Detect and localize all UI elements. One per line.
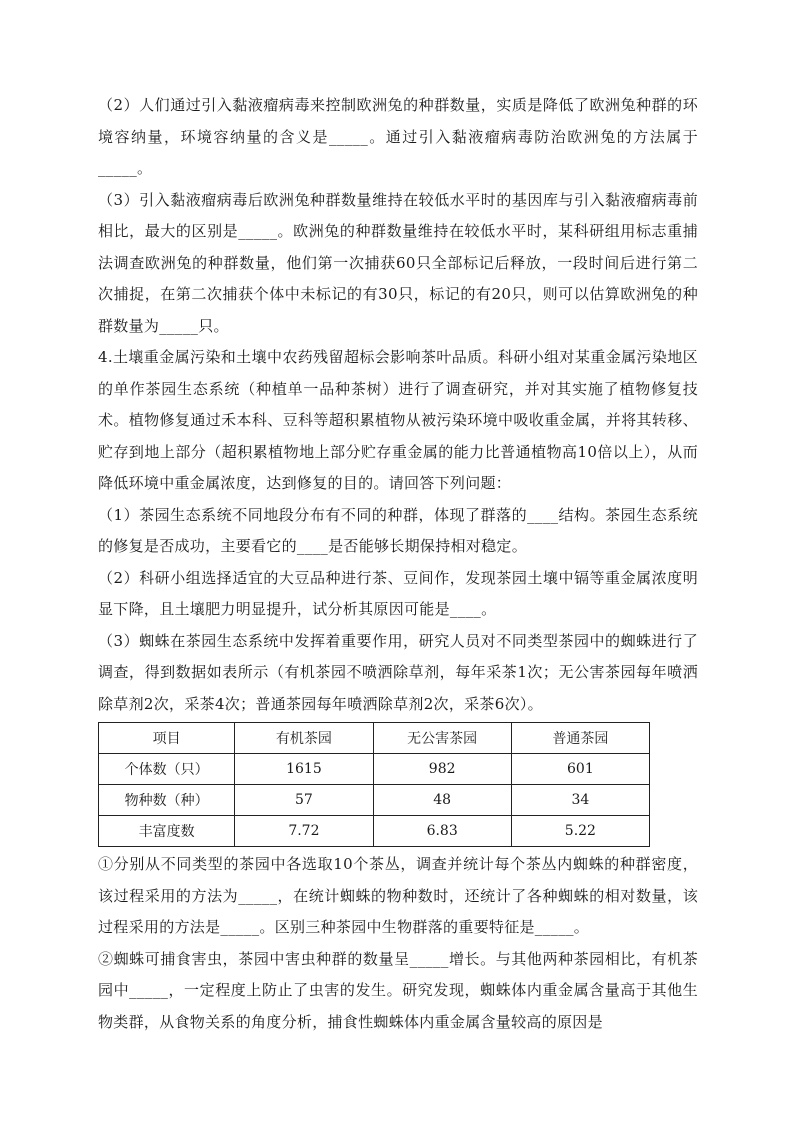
table-cell: 1615 bbox=[235, 754, 373, 785]
table-cell: 5.22 bbox=[511, 816, 649, 847]
table-row bbox=[99, 816, 650, 847]
table-row bbox=[99, 785, 650, 816]
spider-data-table bbox=[98, 722, 650, 847]
document-page bbox=[98, 90, 698, 1038]
paragraph-4-3-part1: ①分别从不同类型的茶园中各选取10个茶丛，调查并统计每个茶丛内蜘蛛的种群密度，该过程采用的方法为_____，在统计蜘蛛的物种数时，还统计了各种蜘蛛的相对数量，该过程采用的方法是_____。区别三种茶园中生物群落的重要特征是_____。 bbox=[98, 855, 698, 936]
table-cell: 物种数（种） bbox=[99, 785, 235, 816]
table-cell: 丰富度数 bbox=[99, 816, 235, 847]
table-header-cell: 有机茶园 bbox=[235, 723, 373, 754]
paragraph-4-2: （2）科研小组选择适宜的大豆品种进行茶、豆间作，发现茶园土壤中镉等重金属浓度明显下降，且土壤肥力明显提升，试分析其原因可能是____。 bbox=[98, 568, 698, 618]
table-cell: 57 bbox=[235, 785, 373, 816]
table-cell: 7.72 bbox=[235, 816, 373, 847]
paragraph-q3: （3）引入黏液瘤病毒后欧洲兔种群数量维持在较低水平时的基因库与引入黏液瘤病毒前相比，最大的区别是_____。欧洲兔的种群数量维持在较低水平时，某科研组用标志重捕法调查欧洲兔的种群数量，他们第一次捕获60只全部标记后释放，一段时间后进行第二次捕捉，在第二次捕获个体中未标记的有30只，标记的有20只，则可以估算欧洲兔的种群数量为_____只。 bbox=[98, 190, 698, 335]
table-header-cell: 无公害茶园 bbox=[373, 723, 511, 754]
paragraph-4-1: （1）茶园生态系统不同地段分布有不同的种群，体现了群落的____结构。茶园生态系统的修复是否成功，主要看它的____是否能够长期保持相对稳定。 bbox=[98, 505, 698, 555]
paragraph-problem-4: 4.土壤重金属污染和土壤中农药残留超标会影响茶叶品质。科研小组对某重金属污染地区的单作茶园生态系统（种植单一品种茶树）进行了调查研究，并对其实施了植物修复技术。植物修复通过禾本科、豆科等超积累植物从被污染环境中吸收重金属，并将其转移、贮存到地上部分（超积累植物地上部分贮存重金属的能力比普通植物高10倍以上），从而降低环境中重金属浓度，达到修复的目的。请回答下列问题： bbox=[98, 348, 698, 492]
table-header-cell: 项目 bbox=[99, 723, 235, 754]
paragraph-4-3-part2: ②蜘蛛可捕食害虫，茶园中害虫种群的数量呈_____增长。与其他两种茶园相比，有机茶园中_____，一定程度上防止了虫害的发生。研究发现，蜘蛛体内重金属含量高于其他生物类群，从食物关系的角度分析，捕食性蜘蛛体内重金属含量较高的原因是 bbox=[98, 949, 698, 1031]
table-cell: 982 bbox=[373, 754, 511, 785]
paragraph-q2: （2）人们通过引入黏液瘤病毒来控制欧洲兔的种群数量，实质是降低了欧洲兔种群的环境容纳量，环境容纳量的含义是_____。通过引入黏液瘤病毒防治欧洲兔的方法属于_____。 bbox=[98, 96, 698, 177]
paragraph-4-3: （3）蜘蛛在茶园生态系统中发挥着重要作用，研究人员对不同类型茶园中的蜘蛛进行了调查，得到数据如表所示（有机茶园不喷洒除草剂，每年采茶1次；无公害茶园每年喷洒除草剂2次，采茶4次；普通茶园每年喷洒除草剂2次，采茶6次）。 bbox=[98, 631, 698, 713]
table-row bbox=[99, 754, 650, 785]
table-header-row bbox=[99, 723, 650, 754]
table-cell: 48 bbox=[373, 785, 511, 816]
table-cell: 601 bbox=[511, 754, 649, 785]
table-cell: 6.83 bbox=[373, 816, 511, 847]
table-header-cell: 普通茶园 bbox=[511, 723, 649, 754]
table-cell: 34 bbox=[511, 785, 649, 816]
table-cell: 个体数（只） bbox=[99, 754, 235, 785]
